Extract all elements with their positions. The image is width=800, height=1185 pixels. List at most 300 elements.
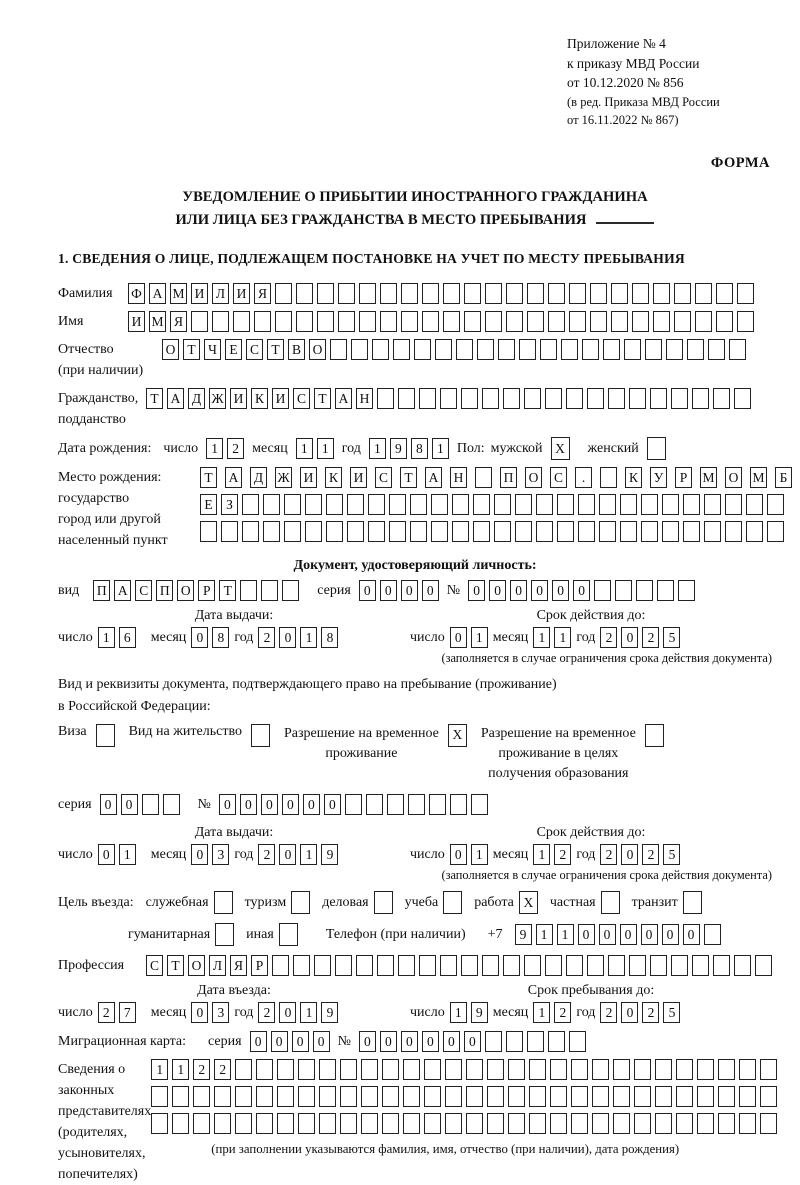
form-cell: 0 (98, 844, 115, 865)
birthplace-block (58, 467, 788, 551)
form-cell (548, 283, 565, 304)
form-cell: 1 (172, 1059, 189, 1080)
form-cell (214, 1113, 231, 1134)
visa-option (58, 724, 115, 747)
form-cell (713, 955, 730, 976)
form-cell (445, 1059, 462, 1080)
form-cell (657, 580, 674, 601)
form-cell (487, 1086, 504, 1107)
form-cell: 1 (450, 1002, 467, 1023)
form-cell: И (350, 467, 367, 488)
entry-date-group: Дата въезда: число 2 7 месяц 0 3 год 2 0 1 9 (58, 983, 410, 1023)
form-cell (298, 1059, 315, 1080)
female-label: женский (587, 440, 639, 456)
form-cell: З (221, 494, 238, 515)
form-cell (372, 339, 389, 360)
form-cell (634, 1086, 651, 1107)
form-cell (389, 521, 406, 542)
form-cell: 1 (300, 844, 317, 865)
residence-permit-option (129, 724, 270, 747)
form-cell (676, 1113, 693, 1134)
form-cell (172, 1113, 189, 1134)
form-cell (634, 1059, 651, 1080)
guardians-cells-3 (151, 1113, 777, 1134)
form-cell: 1 (533, 627, 550, 648)
purpose-official: служебная (146, 891, 233, 914)
form-cell (361, 1059, 378, 1080)
male-label: мужской (490, 440, 543, 456)
form-cell (613, 1113, 630, 1134)
form-cell (429, 794, 446, 815)
form-cell (485, 1031, 502, 1052)
form-cell (671, 388, 688, 409)
form-cell (254, 311, 271, 332)
form-cell (387, 794, 404, 815)
form-cell (401, 311, 418, 332)
form-cell (550, 1113, 567, 1134)
form-cell (590, 283, 607, 304)
surname-label: Фамилия (58, 286, 113, 302)
guardians-cells-block (151, 1059, 777, 1157)
form-cell: 9 (471, 1002, 488, 1023)
form-cell: Н (356, 388, 373, 409)
form-cell (767, 494, 784, 515)
form-cell: 0 (121, 794, 138, 815)
form-cell: 0 (271, 1031, 288, 1052)
form-cell (571, 1059, 588, 1080)
form-cell (678, 580, 695, 601)
form-cell (314, 955, 331, 976)
form-cell (335, 955, 352, 976)
form-cell (282, 580, 299, 601)
form-cell (529, 1059, 546, 1080)
form-cell: 1 (369, 438, 386, 459)
form-cell: 8 (321, 627, 338, 648)
form-cell (592, 1113, 609, 1134)
form-cell (296, 311, 313, 332)
profession-cells (146, 955, 772, 976)
form-cell (725, 521, 742, 542)
form-cell (655, 1059, 672, 1080)
form-cell (215, 923, 234, 946)
form-cell (615, 580, 632, 601)
form-cell (737, 283, 754, 304)
mig-series-label: серия (208, 1033, 242, 1049)
form-cell (172, 1086, 189, 1107)
form-cell: 1 (317, 438, 334, 459)
form-cell: 6 (119, 627, 136, 648)
form-cell: 1 (300, 1002, 317, 1023)
entry-dates-block (58, 983, 772, 1023)
doc-issue-month-cells (191, 627, 229, 648)
form-title (58, 186, 772, 231)
doc-number-label: № (446, 582, 461, 598)
form-cell: 0 (303, 794, 320, 815)
form-cell (389, 494, 406, 515)
form-cell: И (191, 283, 208, 304)
form-cell: 0 (620, 924, 637, 945)
form-cell (240, 580, 257, 601)
form-cell (419, 388, 436, 409)
female-checkbox (647, 437, 666, 460)
form-cell (718, 1113, 735, 1134)
form-cell (477, 339, 494, 360)
form-cell: Л (212, 283, 229, 304)
birth-month-cells (296, 438, 334, 459)
patronymic-cells (162, 339, 746, 360)
title-blank-line (596, 210, 654, 224)
form-cell: 9 (321, 1002, 338, 1023)
phone-label: Телефон (при наличии) (325, 926, 466, 942)
valid-until-heading: Срок действия до: (536, 608, 646, 624)
form-cell (347, 494, 364, 515)
form-cell (330, 339, 347, 360)
form-cell: 0 (468, 580, 485, 601)
permit-dates-block (58, 825, 772, 883)
form-cell (163, 794, 180, 815)
form-cell (475, 467, 492, 488)
form-cell (193, 1113, 210, 1134)
form-cell (326, 494, 343, 515)
purpose-business: деловая (322, 891, 392, 914)
form-cell (235, 1086, 252, 1107)
form-cell: 0 (401, 580, 418, 601)
guardians-cells-2 (151, 1086, 777, 1107)
form-cell: О (309, 339, 326, 360)
form-cell: X (448, 724, 467, 747)
issue-date-heading: Дата выдачи: (194, 608, 274, 624)
form-cell (471, 794, 488, 815)
form-cell (361, 1086, 378, 1107)
permit-issue-month-cells (191, 844, 229, 865)
phone-prefix: +7 (487, 926, 503, 942)
form-cell (487, 1059, 504, 1080)
form-cell (275, 311, 292, 332)
form-cell: С (375, 467, 392, 488)
form-cell: 1 (432, 438, 449, 459)
form-cell (503, 388, 520, 409)
form-cell: П (500, 467, 517, 488)
form-cell (263, 521, 280, 542)
profession-label: Профессия (58, 958, 125, 974)
form-cell (494, 494, 511, 515)
form-cell (506, 1031, 523, 1052)
permit-issue-year-cells (258, 844, 338, 865)
form-cell (235, 1113, 252, 1134)
form-cell (746, 494, 763, 515)
appendix-line: Приложение № 4 (567, 36, 666, 51)
purpose-humanitarian: гуманитарная (128, 923, 234, 946)
form-cell (275, 283, 292, 304)
form-cell (456, 339, 473, 360)
legal-reference (567, 34, 772, 129)
residence-doc-options (58, 724, 772, 785)
form-cell (422, 311, 439, 332)
form-cell (151, 1086, 168, 1107)
form-cell: 1 (119, 844, 136, 865)
form-cell: П (156, 580, 173, 601)
day-label: число (163, 440, 199, 456)
visa-label: Виза (58, 723, 87, 739)
form-cell (718, 1059, 735, 1080)
form-cell: С (146, 955, 163, 976)
form-cell: И (128, 311, 145, 332)
form-cell: Д (250, 467, 267, 488)
form-cell (587, 955, 604, 976)
doc-number-cells (468, 580, 695, 601)
form-cell (351, 339, 368, 360)
form-cell: Р (251, 955, 268, 976)
form-cell (636, 580, 653, 601)
form-cell (461, 388, 478, 409)
form-cell: 0 (292, 1031, 309, 1052)
residence-permit-checkbox (251, 724, 270, 747)
form-title-line2: ИЛИ ЛИЦА БЕЗ ГРАЖДАНСТВА В МЕСТО ПРЕБЫВАНИЯ (58, 209, 772, 232)
form-cell (620, 494, 637, 515)
form-cell (377, 955, 394, 976)
stay-until-heading: Срок пребывания до: (527, 983, 655, 999)
form-cell (629, 955, 646, 976)
form-cell: 1 (151, 1059, 168, 1080)
form-cell (443, 311, 460, 332)
birthplace-country-cells (200, 467, 792, 488)
form-cell (650, 955, 667, 976)
form-cell (550, 1086, 567, 1107)
form-cell: 1 (533, 1002, 550, 1023)
surname-cells (128, 283, 754, 304)
form-cell: 0 (662, 924, 679, 945)
male-checkbox (551, 437, 570, 460)
form-cell (214, 1086, 231, 1107)
birth-date-label: Дата рождения: (58, 440, 152, 456)
form-cell: 8 (411, 438, 428, 459)
identity-doc-row (58, 580, 772, 601)
form-cell (641, 494, 658, 515)
given-name-row (58, 311, 772, 332)
permit-series-row (58, 794, 772, 815)
form-cell: С (135, 580, 152, 601)
form-cell (261, 580, 278, 601)
form-cell (482, 955, 499, 976)
form-cell: Т (267, 339, 284, 360)
form-cell: . (575, 467, 592, 488)
form-cell: 9 (515, 924, 532, 945)
form-cell (319, 1113, 336, 1134)
transit-checkbox (683, 891, 702, 914)
form-cell (473, 494, 490, 515)
form-cell (398, 955, 415, 976)
other-checkbox (279, 923, 298, 946)
business-checkbox (374, 891, 393, 914)
profession-row (58, 955, 772, 976)
mig-series-cells (250, 1031, 330, 1052)
form-cell: М (170, 283, 187, 304)
form-cell: И (230, 388, 247, 409)
purpose-row-2 (128, 923, 772, 946)
form-cell: 0 (279, 844, 296, 865)
form-cell (704, 521, 721, 542)
form-cell: 0 (641, 924, 658, 945)
form-cell: Л (209, 955, 226, 976)
birthplace-label: Место рождения: государство город или другой населенный пункт (58, 470, 168, 549)
form-cell: 0 (578, 924, 595, 945)
form-cell (464, 311, 481, 332)
entry-year-cells (258, 1002, 338, 1023)
citizenship-row (58, 388, 772, 430)
form-cell (608, 388, 625, 409)
form-cell (704, 924, 721, 945)
form-cell: 1 (300, 627, 317, 648)
form-cell: X (551, 437, 570, 460)
form-cell (96, 724, 115, 747)
form-cell (356, 955, 373, 976)
form-cell (494, 521, 511, 542)
form-cell (473, 521, 490, 542)
form-cell: Р (675, 467, 692, 488)
form-cell (317, 283, 334, 304)
form-cell: 0 (324, 794, 341, 815)
form-cell (571, 1086, 588, 1107)
form-cell (431, 521, 448, 542)
form-cell: 0 (510, 580, 527, 601)
doc-issue-group: Дата выдачи: число 1 6 месяц 0 8 год 2 0 1 8 (58, 608, 410, 666)
doc-series-label: серия (317, 582, 351, 598)
form-cell (487, 1113, 504, 1134)
form-cell (676, 1059, 693, 1080)
form-cell: Т (314, 388, 331, 409)
form-cell (293, 955, 310, 976)
form-cell (655, 1113, 672, 1134)
form-cell (485, 311, 502, 332)
form-cell: 0 (573, 580, 590, 601)
form-cell (452, 521, 469, 542)
form-cell: О (525, 467, 542, 488)
form-cell (540, 339, 557, 360)
form-cell (515, 494, 532, 515)
form-cell: С (550, 467, 567, 488)
stay-year-cells (600, 1002, 680, 1023)
restriction-note-2: (заполняется в случае ограничения срока действия документа) (441, 868, 772, 883)
form-cell (739, 1113, 756, 1134)
form-cell (692, 388, 709, 409)
form-cell: 5 (663, 1002, 680, 1023)
form-cell: 0 (240, 794, 257, 815)
form-cell (569, 1031, 586, 1052)
form-cell: Т (219, 580, 236, 601)
form-cell (485, 283, 502, 304)
birthplace-cells-block (200, 467, 792, 542)
purpose-row-1 (58, 891, 772, 914)
form-cell (557, 494, 574, 515)
form-cell (279, 923, 298, 946)
form-cell (298, 1086, 315, 1107)
form-cell: 0 (313, 1031, 330, 1052)
form-cell (443, 891, 462, 914)
form-cell (592, 1086, 609, 1107)
doc-valid-year-cells (600, 627, 680, 648)
form-cell (519, 339, 536, 360)
form-cell (594, 580, 611, 601)
form-cell (251, 724, 270, 747)
form-cell: 0 (621, 844, 638, 865)
form-cell (611, 311, 628, 332)
citizenship-cells (146, 388, 751, 409)
form-cell (601, 891, 620, 914)
form-cell (340, 1086, 357, 1107)
form-cell (340, 1059, 357, 1080)
form-cell: 0 (489, 580, 506, 601)
form-cell (571, 1113, 588, 1134)
birth-year-cells (369, 438, 449, 459)
form-cell (338, 311, 355, 332)
form-cell (536, 494, 553, 515)
form-cell: С (246, 339, 263, 360)
form-cell: 0 (443, 1031, 460, 1052)
form-cell: Я (230, 955, 247, 976)
order-date-line: от 10.12.2020 № 856 (567, 75, 684, 91)
form-cell: 2 (258, 844, 275, 865)
form-cell: 0 (621, 1002, 638, 1023)
form-cell: 1 (557, 924, 574, 945)
form-cell (608, 955, 625, 976)
form-cell (587, 388, 604, 409)
citizenship-label: Гражданство, подданство (58, 391, 139, 428)
form-cell (674, 283, 691, 304)
entry-date-heading: Дата въезда: (197, 983, 271, 999)
form-cell (235, 1059, 252, 1080)
residence-doc-paragraph: Вид и реквизиты документа, подтверждающего право на пребывание (проживание) в Российской Федерации: (58, 677, 557, 714)
form-cell (647, 437, 666, 460)
form-cell (291, 891, 310, 914)
patronymic-label: Отчество (при наличии) (58, 342, 144, 379)
surname-row (58, 283, 772, 304)
residence-permit-label: Вид на жительство (128, 723, 242, 739)
form-cell (566, 955, 583, 976)
form-cell (200, 521, 217, 542)
form-cell (233, 311, 250, 332)
form-cell (599, 521, 616, 542)
form-cell (272, 955, 289, 976)
form-cell (410, 521, 427, 542)
form-cell (319, 1086, 336, 1107)
permit-valid-day-cells (450, 844, 488, 865)
doc-valid-group: Срок действия до: число 0 1 месяц 1 1 год 2 0 2 5 (заполняется в случае ограничения срока действия документа) (410, 608, 772, 666)
form-cell: 0 (191, 1002, 208, 1023)
form-cell (734, 388, 751, 409)
doc-type-cells (93, 580, 299, 601)
form-cell: 0 (380, 580, 397, 601)
form-cell (599, 494, 616, 515)
form-cell (256, 1059, 273, 1080)
form-cell: 0 (683, 924, 700, 945)
form-cell: 0 (250, 1031, 267, 1052)
form-cell (600, 467, 617, 488)
form-cell (683, 494, 700, 515)
form-cell (760, 1086, 777, 1107)
form-cell (687, 339, 704, 360)
form-cell: 0 (621, 627, 638, 648)
form-cell: 5 (663, 627, 680, 648)
form-label: ФОРМА (710, 154, 770, 171)
form-cell (277, 1086, 294, 1107)
form-cell (401, 283, 418, 304)
form-cell (382, 1059, 399, 1080)
form-cell (695, 311, 712, 332)
form-cell: 0 (359, 580, 376, 601)
form-cell: 0 (401, 1031, 418, 1052)
form-cell (666, 339, 683, 360)
mig-number-cells (359, 1031, 586, 1052)
